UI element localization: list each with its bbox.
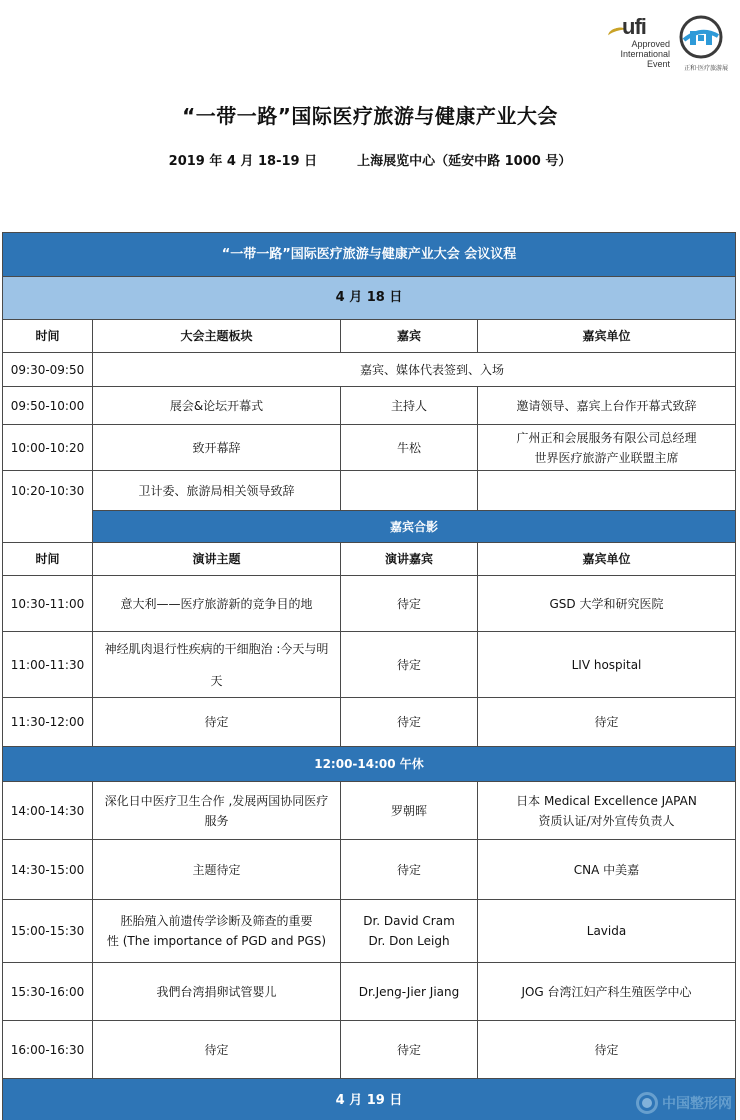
lunch-row <box>3 747 736 782</box>
row-speaker: 罗朝晖 <box>341 782 478 840</box>
row-speaker: 待定 <box>341 632 478 698</box>
table-row <box>3 387 736 425</box>
table-row <box>3 782 736 840</box>
watermark-logo-icon <box>636 1092 658 1114</box>
col-header-topic: 大会主题板块 <box>93 320 341 353</box>
row-speaker: 牛松 <box>341 425 478 471</box>
agenda-heading-row <box>3 233 736 277</box>
row-org-line: 广州正和会展服务有限公司总经理 <box>516 430 697 445</box>
row-topic: 意大利——医疗旅游新的竞争目的地 <box>93 576 341 632</box>
col-header-speaker: 演讲嘉宾 <box>341 543 478 576</box>
col-header-time: 时间 <box>3 320 93 353</box>
row-topic <box>93 782 341 840</box>
table-row <box>3 471 736 511</box>
col-header-time: 时间 <box>3 543 93 576</box>
col-header-topic: 演讲主题 <box>93 543 341 576</box>
row-topic-line: 性 (The importance of PGD and PGS) <box>106 934 327 948</box>
row-org <box>478 471 736 511</box>
page-subtitle <box>0 150 740 169</box>
row-org <box>478 425 736 471</box>
organizer-logo <box>674 14 728 72</box>
row-speaker-line: Dr. Don Leigh <box>368 934 450 948</box>
row-topic: 主题待定 <box>93 840 341 900</box>
day-2-label: 4 月 19 日 <box>3 1079 736 1120</box>
row-time: 10:00-10:20 <box>3 425 93 471</box>
ufi-line-2: International <box>620 49 670 59</box>
col-header-speaker: 嘉宾 <box>341 320 478 353</box>
row-topic: 嘉宾、媒体代表签到、入场 <box>93 353 736 387</box>
row-topic: 待定 <box>93 1021 341 1079</box>
logo-area <box>608 14 728 72</box>
row-time: 09:30-09:50 <box>3 353 93 387</box>
table-row <box>3 1021 736 1079</box>
row-org: 邀请领导、嘉宾上台作开幕式致辞 <box>478 387 736 425</box>
page-title: “一带一路”国际医疗旅游与健康产业大会 <box>182 104 558 128</box>
organizer-globe-icon <box>674 14 728 62</box>
row-speaker: 待定 <box>341 840 478 900</box>
watermark-text: 中国整形网 <box>662 1096 732 1112</box>
row-speaker: 待定 <box>341 1021 478 1079</box>
row-topic <box>93 632 341 698</box>
row-topic: 我們台湾捐卵试管婴儿 <box>93 963 341 1021</box>
row-time: 15:30-16:00 <box>3 963 93 1021</box>
lunch-bar: 12:00-14:00 午休 <box>3 747 736 782</box>
col-header-org: 嘉宾单位 <box>478 320 736 353</box>
row-time: 10:20-10:30 <box>3 471 93 543</box>
table-row <box>3 698 736 747</box>
watermark <box>636 1092 732 1114</box>
photo-bar-row <box>3 511 736 543</box>
row-org-line: 资质认证/对外宣传负责人 <box>538 813 675 828</box>
row-topic-line: 深化日中医疗卫生合作 ,发展两国协同医疗 <box>104 793 329 808</box>
row-time: 16:00-16:30 <box>3 1021 93 1079</box>
day-row <box>3 277 736 320</box>
row-topic: 展会&论坛开幕式 <box>93 387 341 425</box>
table-row <box>3 963 736 1021</box>
table-row <box>3 425 736 471</box>
row-speaker <box>341 471 478 511</box>
table-row <box>3 900 736 963</box>
table-row <box>3 632 736 698</box>
row-topic: 卫计委、旅游局相关领导致辞 <box>93 471 341 511</box>
row-speaker: 待定 <box>341 698 478 747</box>
row-time: 09:50-10:00 <box>3 387 93 425</box>
day-row <box>3 1079 736 1120</box>
row-org: LIV hospital <box>478 632 736 698</box>
agenda-heading: “一带一路”国际医疗旅游与健康产业大会 会议议程 <box>3 233 736 277</box>
organizer-logo-caption: 正和·医疗旅游展 <box>684 65 728 72</box>
row-org: 待定 <box>478 1021 736 1079</box>
agenda-table <box>2 232 736 1120</box>
event-date: 2019 年 4 月 18-19 日 <box>168 154 318 169</box>
row-topic <box>93 900 341 963</box>
row-topic: 致开幕辞 <box>93 425 341 471</box>
row-speaker-line: Dr. David Cram <box>363 914 455 928</box>
ufi-line-1: Approved <box>631 39 670 49</box>
ufi-logo <box>608 14 670 72</box>
ufi-line-3: Event <box>646 59 670 69</box>
ufi-logo-caption <box>608 39 670 69</box>
row-time: 11:30-12:00 <box>3 698 93 747</box>
row-topic: 待定 <box>93 698 341 747</box>
row-org-line: 世界医疗旅游产业联盟主席 <box>534 450 679 465</box>
row-topic-line: 服务 <box>204 813 229 828</box>
table-row <box>3 353 736 387</box>
row-topic-line: 胚胎殖入前遗传学诊断及筛查的重要 <box>120 914 313 928</box>
day-1-label: 4 月 18 日 <box>3 277 736 320</box>
row-org <box>478 782 736 840</box>
row-time: 14:00-14:30 <box>3 782 93 840</box>
row-org-line: 日本 Medical Excellence JAPAN <box>516 793 697 808</box>
row-org: Lavida <box>478 900 736 963</box>
row-org: JOG 台湾江妇产科生殖医学中心 <box>478 963 736 1021</box>
col-header-org: 嘉宾单位 <box>478 543 736 576</box>
row-org: GSD 大学和研究医院 <box>478 576 736 632</box>
row-org: 待定 <box>478 698 736 747</box>
row-time: 10:30-11:00 <box>3 576 93 632</box>
row-topic-line: 天 <box>210 673 223 688</box>
column-header-row <box>3 320 736 353</box>
row-speaker <box>341 900 478 963</box>
table-row <box>3 840 736 900</box>
row-topic-line: 神经肌肉退行性疾病的干细胞治 :今天与明 <box>104 641 329 656</box>
row-time: 14:30-15:00 <box>3 840 93 900</box>
row-time: 11:00-11:30 <box>3 632 93 698</box>
row-org: CNA 中美嘉 <box>478 840 736 900</box>
event-venue: 上海展览中心（延安中路 1000 号） <box>357 154 572 169</box>
photo-bar: 嘉宾合影 <box>93 511 736 543</box>
column-header-row <box>3 543 736 576</box>
row-speaker: 待定 <box>341 576 478 632</box>
row-speaker: 主持人 <box>341 387 478 425</box>
row-speaker: Dr.Jeng-Jier Jiang <box>341 963 478 1021</box>
table-row <box>3 576 736 632</box>
ufi-logo-name: ufi <box>622 14 646 39</box>
row-time: 15:00-15:30 <box>3 900 93 963</box>
